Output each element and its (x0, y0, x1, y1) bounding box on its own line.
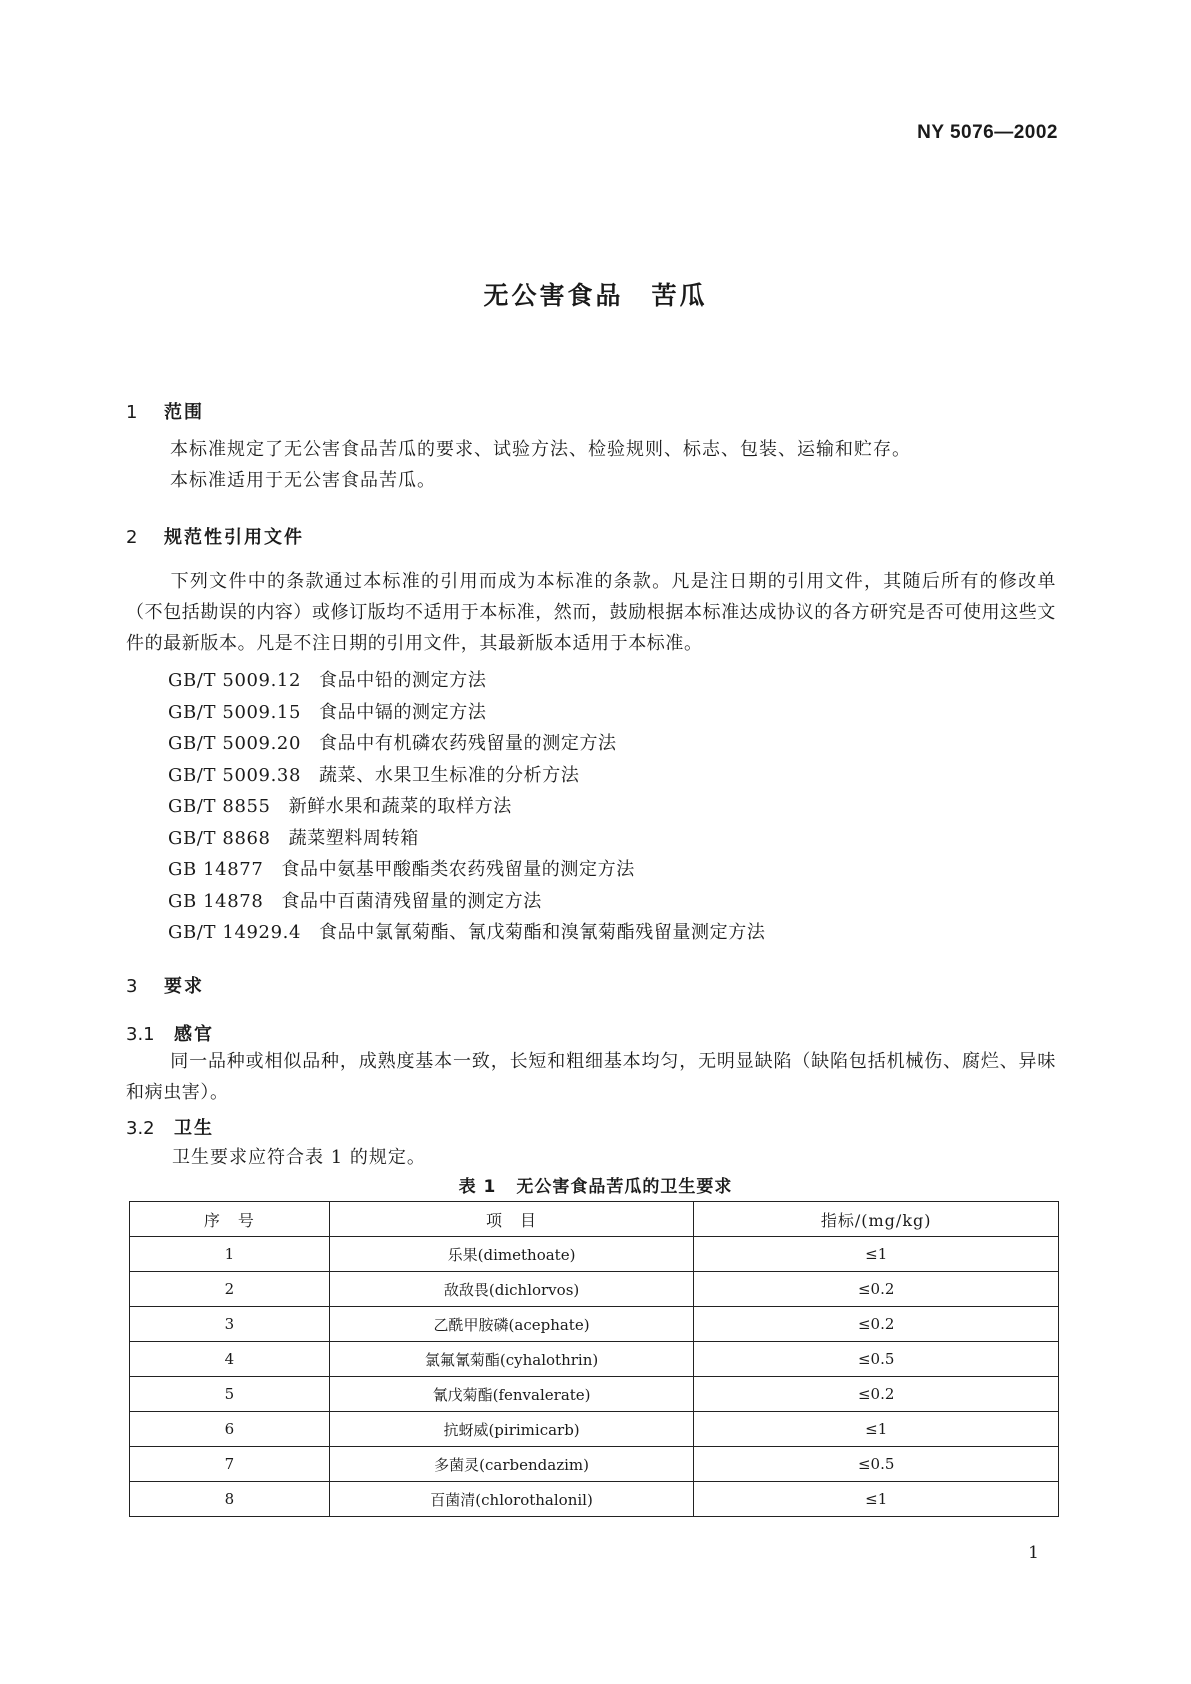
reference-code: GB/T 8868 (168, 827, 271, 849)
cell-limit: ≤0.2 (694, 1377, 1059, 1412)
section-3-2-heading (126, 1114, 214, 1140)
reference-item (168, 760, 765, 792)
page-number: 1 (1028, 1543, 1039, 1563)
reference-title: 食品中百菌清残留量的测定方法 (281, 890, 542, 912)
section-2-intro-text: 下列文件中的条款通过本标准的引用而成为本标准的条款。凡是注日期的引用文件，其随后所有的修改单（不包括勘误的内容）或修订版均不适用于本标准，然而，鼓励根据本标准达成协议的各方研究是否可使用这些文件的最新版本。凡是不注日期的引用文件，其最新版本适用于本标准。 (126, 571, 1056, 654)
cell-limit: ≤0.5 (694, 1342, 1059, 1377)
table-row (130, 1412, 1059, 1447)
reference-item (168, 697, 765, 729)
section-title: 卫生 (174, 1118, 214, 1139)
cell-limit: ≤0.2 (694, 1272, 1059, 1307)
table-row (130, 1447, 1059, 1482)
reference-item (168, 665, 765, 697)
cell-index: 7 (130, 1447, 330, 1482)
cell-item: 百菌清(chlorothalonil) (329, 1482, 694, 1517)
cell-item: 乐果(dimethoate) (329, 1237, 694, 1272)
table-row (130, 1307, 1059, 1342)
section-1-paragraph-1: 本标准规定了无公害食品苦瓜的要求、试验方法、检验规则、标志、包装、运输和贮存。 (170, 439, 911, 460)
section-title: 要求 (164, 976, 204, 997)
reference-title: 食品中有机磷农药残留量的测定方法 (319, 733, 617, 754)
header-cell-index: 序 号 (130, 1202, 330, 1237)
cell-index: 8 (130, 1482, 330, 1517)
section-title: 范围 (164, 402, 204, 423)
cell-index: 1 (130, 1237, 330, 1272)
table-caption (0, 1172, 1191, 1197)
normative-references-list (168, 665, 765, 949)
reference-title: 新鲜水果和蔬菜的取样方法 (288, 796, 512, 817)
reference-title: 食品中氯氰菊酯、氰戊菊酯和溴氰菊酯残留量测定方法 (319, 922, 766, 943)
section-number: 3.2 (126, 1118, 155, 1139)
reference-item (168, 791, 765, 823)
section-1-paragraph-2: 本标准适用于无公害食品苦瓜。 (170, 470, 436, 491)
standard-number: NY 5076—2002 (917, 122, 1058, 143)
cell-limit: ≤1 (694, 1412, 1059, 1447)
section-2-heading (126, 523, 304, 549)
section-3-2-text: 卫生要求应符合表 1 的规定。 (172, 1147, 426, 1168)
cell-item: 氰戊菊酯(fenvalerate) (329, 1377, 694, 1412)
cell-index: 2 (130, 1272, 330, 1307)
cell-item: 多菌灵(carbendazim) (329, 1447, 694, 1482)
section-3-1-text (126, 1046, 1056, 1108)
section-3-1-body: 同一品种或相似品种，成熟度基本一致，长短和粗细基本均匀，无明显缺陷（缺陷包括机械伤、腐烂、异味和病虫害）。 (126, 1051, 1056, 1103)
cell-index: 4 (130, 1342, 330, 1377)
table-header-row (130, 1202, 1059, 1237)
reference-code: GB/T 5009.20 (168, 733, 302, 754)
reference-item (168, 886, 765, 918)
reference-title: 蔬菜、水果卫生标准的分析方法 (319, 764, 580, 786)
reference-title: 食品中镉的测定方法 (319, 701, 487, 723)
section-3-1-heading (126, 1020, 214, 1046)
section-title: 感官 (174, 1024, 214, 1045)
reference-code: GB/T 5009.12 (168, 670, 302, 691)
cell-item: 氯氟氰菊酯(cyhalothrin) (329, 1342, 694, 1377)
section-title: 规范性引用文件 (164, 527, 304, 548)
section-number: 2 (126, 527, 138, 548)
cell-index: 6 (130, 1412, 330, 1447)
table-caption-number: 表 1 (458, 1177, 497, 1197)
table-row (130, 1342, 1059, 1377)
reference-title: 蔬菜塑料周转箱 (288, 827, 419, 849)
table-row (130, 1237, 1059, 1272)
header-cell-limit: 指标/(mg/kg) (694, 1202, 1059, 1237)
hygiene-requirements-table (129, 1201, 1059, 1517)
reference-code: GB/T 5009.15 (168, 701, 302, 723)
table-row (130, 1482, 1059, 1517)
cell-limit: ≤1 (694, 1482, 1059, 1517)
section-number: 1 (126, 402, 138, 423)
reference-code: GB/T 8855 (168, 796, 271, 817)
table-row (130, 1377, 1059, 1412)
reference-code: GB 14877 (168, 859, 264, 880)
cell-item: 抗蚜威(pirimicarb) (329, 1412, 694, 1447)
cell-item: 乙酰甲胺磷(acephate) (329, 1307, 694, 1342)
reference-item (168, 728, 765, 760)
cell-limit: ≤0.2 (694, 1307, 1059, 1342)
cell-limit: ≤0.5 (694, 1447, 1059, 1482)
table-row (130, 1272, 1059, 1307)
section-2-intro (126, 566, 1056, 659)
reference-code: GB/T 14929.4 (168, 922, 302, 943)
cell-index: 3 (130, 1307, 330, 1342)
document-title: 无公害食品 苦瓜 (483, 281, 708, 310)
reference-item (168, 854, 765, 886)
cell-limit: ≤1 (694, 1237, 1059, 1272)
table-caption-title: 无公害食品苦瓜的卫生要求 (516, 1177, 733, 1197)
cell-item: 敌敌畏(dichlorvos) (329, 1272, 694, 1307)
cell-index: 5 (130, 1377, 330, 1412)
reference-code: GB/T 5009.38 (168, 764, 302, 786)
section-number: 3 (126, 976, 138, 997)
header-cell-item: 项 目 (329, 1202, 694, 1237)
section-3-heading (126, 972, 204, 998)
reference-code: GB 14878 (168, 890, 264, 912)
reference-item (168, 823, 765, 855)
section-number: 3.1 (126, 1024, 155, 1045)
reference-title: 食品中氨基甲酸酯类农药残留量的测定方法 (281, 859, 635, 880)
reference-title: 食品中铅的测定方法 (319, 670, 487, 691)
reference-item (168, 917, 765, 949)
section-1-heading (126, 398, 204, 424)
